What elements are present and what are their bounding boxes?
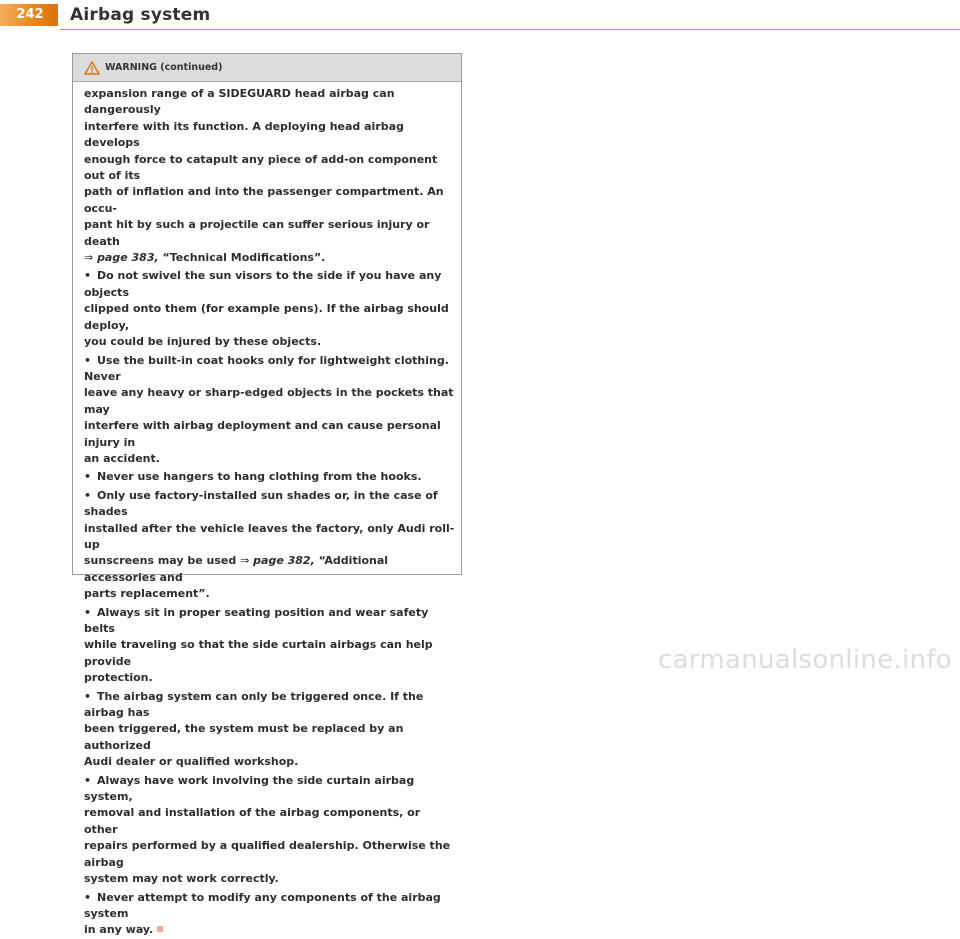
bullet-line: Do not swivel the sun visors to the side if you have any objects (84, 269, 442, 299)
bullet-icon: • (84, 605, 92, 619)
list-item (84, 488, 455, 603)
bullet-line: Use the built-in coat hooks only for lightweight clothing. Never (84, 353, 449, 383)
bullet-line: you could be injured by these objects. (84, 335, 322, 349)
intro-line: path of inflation and into the passenger compartment. An occu- (84, 185, 444, 215)
bullet-line: interfere with airbag deployment and can cause personal injury in (84, 419, 441, 449)
bullet-line: Never use hangers to hang clothing from the hooks. (97, 470, 422, 484)
page-number: 242 (16, 7, 44, 22)
bullet-line: protection. (84, 671, 153, 685)
intro-line: expansion range of a SIDEGUARD head airbag can dangerously (84, 87, 395, 117)
warning-heading: WARNING (continued) (105, 62, 223, 73)
bullet-line: Audi dealer or qualified workshop. (84, 755, 299, 769)
list-item (84, 469, 455, 485)
bullet-line: system may not work correctly. (84, 872, 279, 886)
bullet-icon: • (84, 773, 92, 787)
intro-line: pant hit by such a projectile can suffer serious injury or death (84, 218, 430, 248)
bullet-icon: • (84, 470, 92, 484)
reference-title: “Technical Modifications”. (162, 251, 326, 265)
warning-intro (84, 86, 455, 266)
bullet-icon: • (84, 689, 92, 703)
section-title: Airbag system (70, 5, 211, 25)
page-header (0, 0, 960, 34)
bullet-line: installed after the vehicle leaves the factory, only Audi roll-up (84, 521, 455, 551)
end-of-section-icon (157, 926, 163, 932)
warning-box (72, 53, 462, 937)
bullet-icon: • (84, 353, 92, 367)
bullet-line: Always have work involving the side curtain airbag system, (84, 773, 415, 804)
warning-body (73, 82, 461, 939)
intro-line: interfere with its function. A deploying head airbag develops (84, 119, 404, 150)
page-reference-link[interactable]: page 383, (97, 251, 159, 265)
bullet-line: The airbag system can only be triggered once. If the airbag has (84, 689, 424, 720)
reference-title: “Additional accessories and (84, 554, 389, 584)
bullet-line: in any way. (84, 923, 154, 937)
bullet-line: Always sit in proper seating position and wear safety belts (84, 605, 429, 635)
list-item (84, 689, 455, 771)
bullet-line: repairs performed by a qualified dealership. Otherwise the airbag (84, 839, 451, 869)
reference-arrow-icon: ⇒ (84, 251, 94, 265)
bullet-icon: • (84, 890, 92, 904)
bullet-reference-line (84, 553, 455, 586)
bullet-line: leave any heavy or sharp-edged objects in the pockets that may (84, 386, 454, 416)
bullet-line: parts replacement”. (84, 587, 210, 601)
list-item (84, 605, 455, 687)
intro-reference (84, 250, 455, 266)
header-rule (60, 29, 960, 30)
bullet-icon: • (84, 269, 92, 283)
warning-header (73, 54, 461, 82)
bullet-line: sunscreens may be used (84, 554, 241, 568)
intro-line: enough force to catapult any piece of add-on component out of its (84, 152, 438, 183)
watermark: carmanualsonline.info (657, 645, 952, 675)
page-number-tab (0, 4, 58, 26)
list-item (84, 773, 455, 888)
warning-triangle-icon (84, 61, 100, 75)
bullet-line: been triggered, the system must be replaced by an authorized (84, 722, 404, 752)
page-reference-link[interactable]: page 382, (253, 554, 315, 568)
bullet-icon: • (84, 488, 92, 502)
bullet-line: while traveling so that the side curtain airbags can help provide (84, 638, 433, 668)
bullet-line: removal and installation of the airbag components, or other (84, 806, 421, 836)
reference-arrow-icon: ⇒ (240, 554, 250, 568)
bullet-line: clipped onto them (for example pens). If the airbag should deploy, (84, 302, 449, 332)
bullet-line: Never attempt to modify any components of the airbag system (84, 890, 441, 920)
list-item (84, 268, 455, 350)
bullet-line: an accident. (84, 451, 160, 465)
bullet-line: Only use factory-installed sun shades or, in the case of shades (84, 488, 438, 519)
bullet-last-line (84, 922, 455, 938)
list-item (84, 353, 455, 468)
list-item (84, 890, 455, 939)
